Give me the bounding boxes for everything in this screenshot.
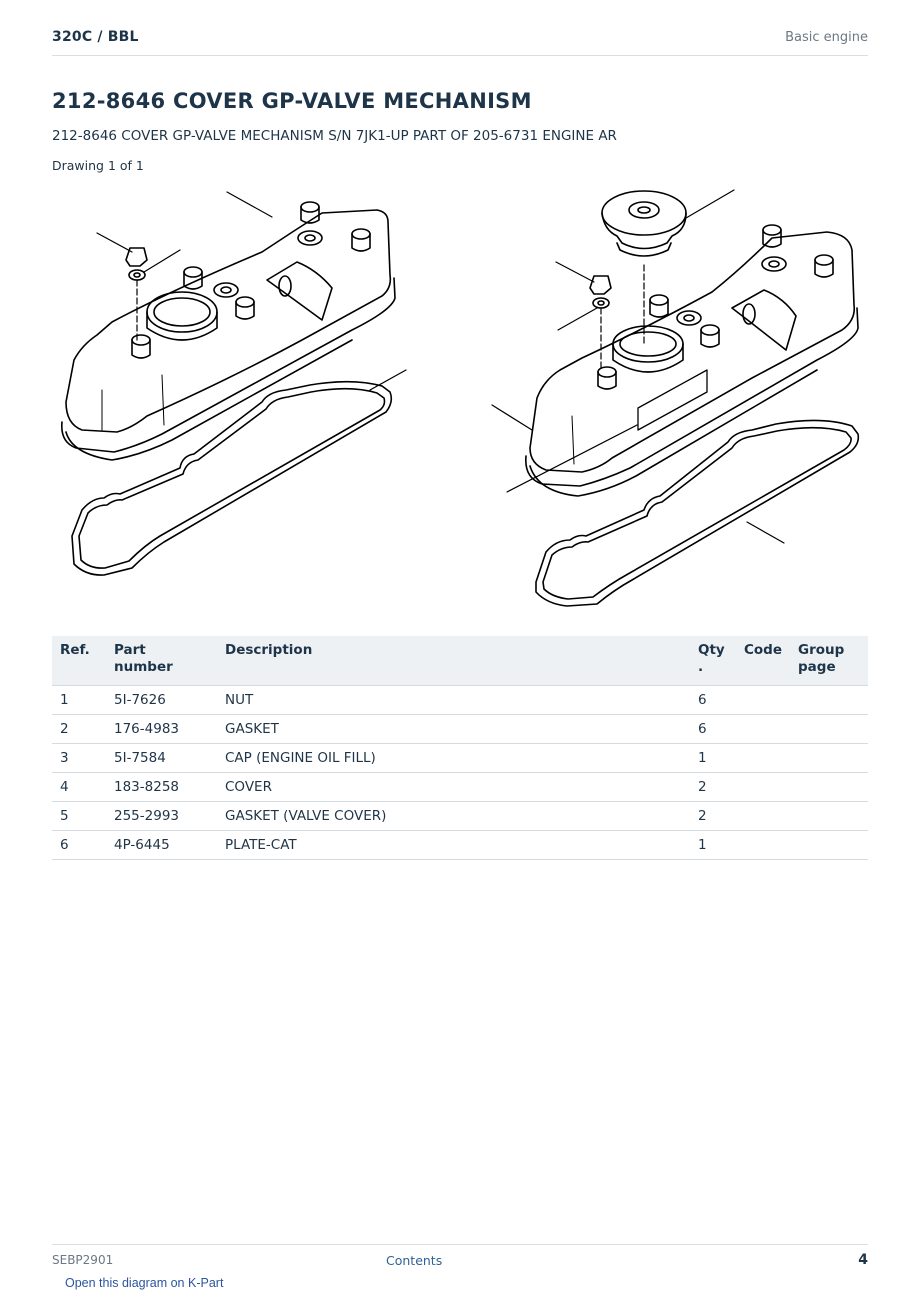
cell-code xyxy=(736,744,790,773)
cell-qty: 2 xyxy=(690,773,736,802)
cell-code xyxy=(736,802,790,831)
cell-ref: 5 xyxy=(52,802,106,831)
open-in-kpart-link[interactable]: Open this diagram on K-Part xyxy=(65,1276,224,1290)
header-divider xyxy=(52,55,868,56)
cell-qty: 6 xyxy=(690,715,736,744)
header-group-page: Group page xyxy=(790,636,868,686)
table-row xyxy=(52,686,868,715)
header-part-number: Part number xyxy=(106,636,217,686)
cell-code xyxy=(736,715,790,744)
drawing-label: Drawing 1 of 1 xyxy=(52,158,144,173)
cell-part-number: 255-2993 xyxy=(106,802,217,831)
table-row xyxy=(52,773,868,802)
header-section: Basic engine xyxy=(785,30,868,45)
cell-description: CAP (ENGINE OIL FILL) xyxy=(217,744,690,773)
right-cover-assembly xyxy=(492,190,858,606)
cell-qty: 2 xyxy=(690,802,736,831)
cell-group-page xyxy=(790,773,868,802)
cell-qty: 1 xyxy=(690,831,736,860)
cell-part-number: 176-4983 xyxy=(106,715,217,744)
cell-group-page xyxy=(790,802,868,831)
cell-part-number: 5I-7626 xyxy=(106,686,217,715)
cell-code xyxy=(736,686,790,715)
cell-part-number: 183-8258 xyxy=(106,773,217,802)
cell-description: GASKET xyxy=(217,715,690,744)
header-qty: Qty . xyxy=(690,636,736,686)
cell-description: PLATE-CAT xyxy=(217,831,690,860)
cell-part-number: 4P-6445 xyxy=(106,831,217,860)
cell-ref: 4 xyxy=(52,773,106,802)
cell-group-page xyxy=(790,715,868,744)
cell-code xyxy=(736,773,790,802)
cell-part-number: 5I-7584 xyxy=(106,744,217,773)
table-row xyxy=(52,802,868,831)
parts-diagram xyxy=(52,180,868,620)
page-number: 4 xyxy=(858,1252,868,1268)
cell-ref: 1 xyxy=(52,686,106,715)
header-description: Description xyxy=(217,636,690,686)
cell-description: GASKET (VALVE COVER) xyxy=(217,802,690,831)
left-cover-assembly xyxy=(62,192,406,575)
parts-table xyxy=(52,636,868,860)
cell-qty: 1 xyxy=(690,744,736,773)
cell-ref: 3 xyxy=(52,744,106,773)
cell-group-page xyxy=(790,686,868,715)
cell-ref: 2 xyxy=(52,715,106,744)
footer-doc-id: SEBP2901 xyxy=(52,1253,114,1267)
header-model: 320C / BBL xyxy=(52,29,139,45)
contents-link[interactable]: Contents xyxy=(386,1253,443,1268)
table-row xyxy=(52,744,868,773)
cell-group-page xyxy=(790,744,868,773)
header-ref: Ref. xyxy=(52,636,106,686)
cell-code xyxy=(736,831,790,860)
footer-divider xyxy=(52,1244,868,1245)
page-title: 212-8646 COVER GP-VALVE MECHANISM xyxy=(52,89,532,113)
table-row xyxy=(52,715,868,744)
cell-description: COVER xyxy=(217,773,690,802)
cell-group-page xyxy=(790,831,868,860)
cell-ref: 6 xyxy=(52,831,106,860)
cell-qty: 6 xyxy=(690,686,736,715)
table-row xyxy=(52,831,868,860)
header-code: Code xyxy=(736,636,790,686)
parts-table-header xyxy=(52,636,868,686)
cell-description: NUT xyxy=(217,686,690,715)
page-subtitle: 212-8646 COVER GP-VALVE MECHANISM S/N 7JK1-UP PART OF 205-6731 ENGINE AR xyxy=(52,128,617,144)
